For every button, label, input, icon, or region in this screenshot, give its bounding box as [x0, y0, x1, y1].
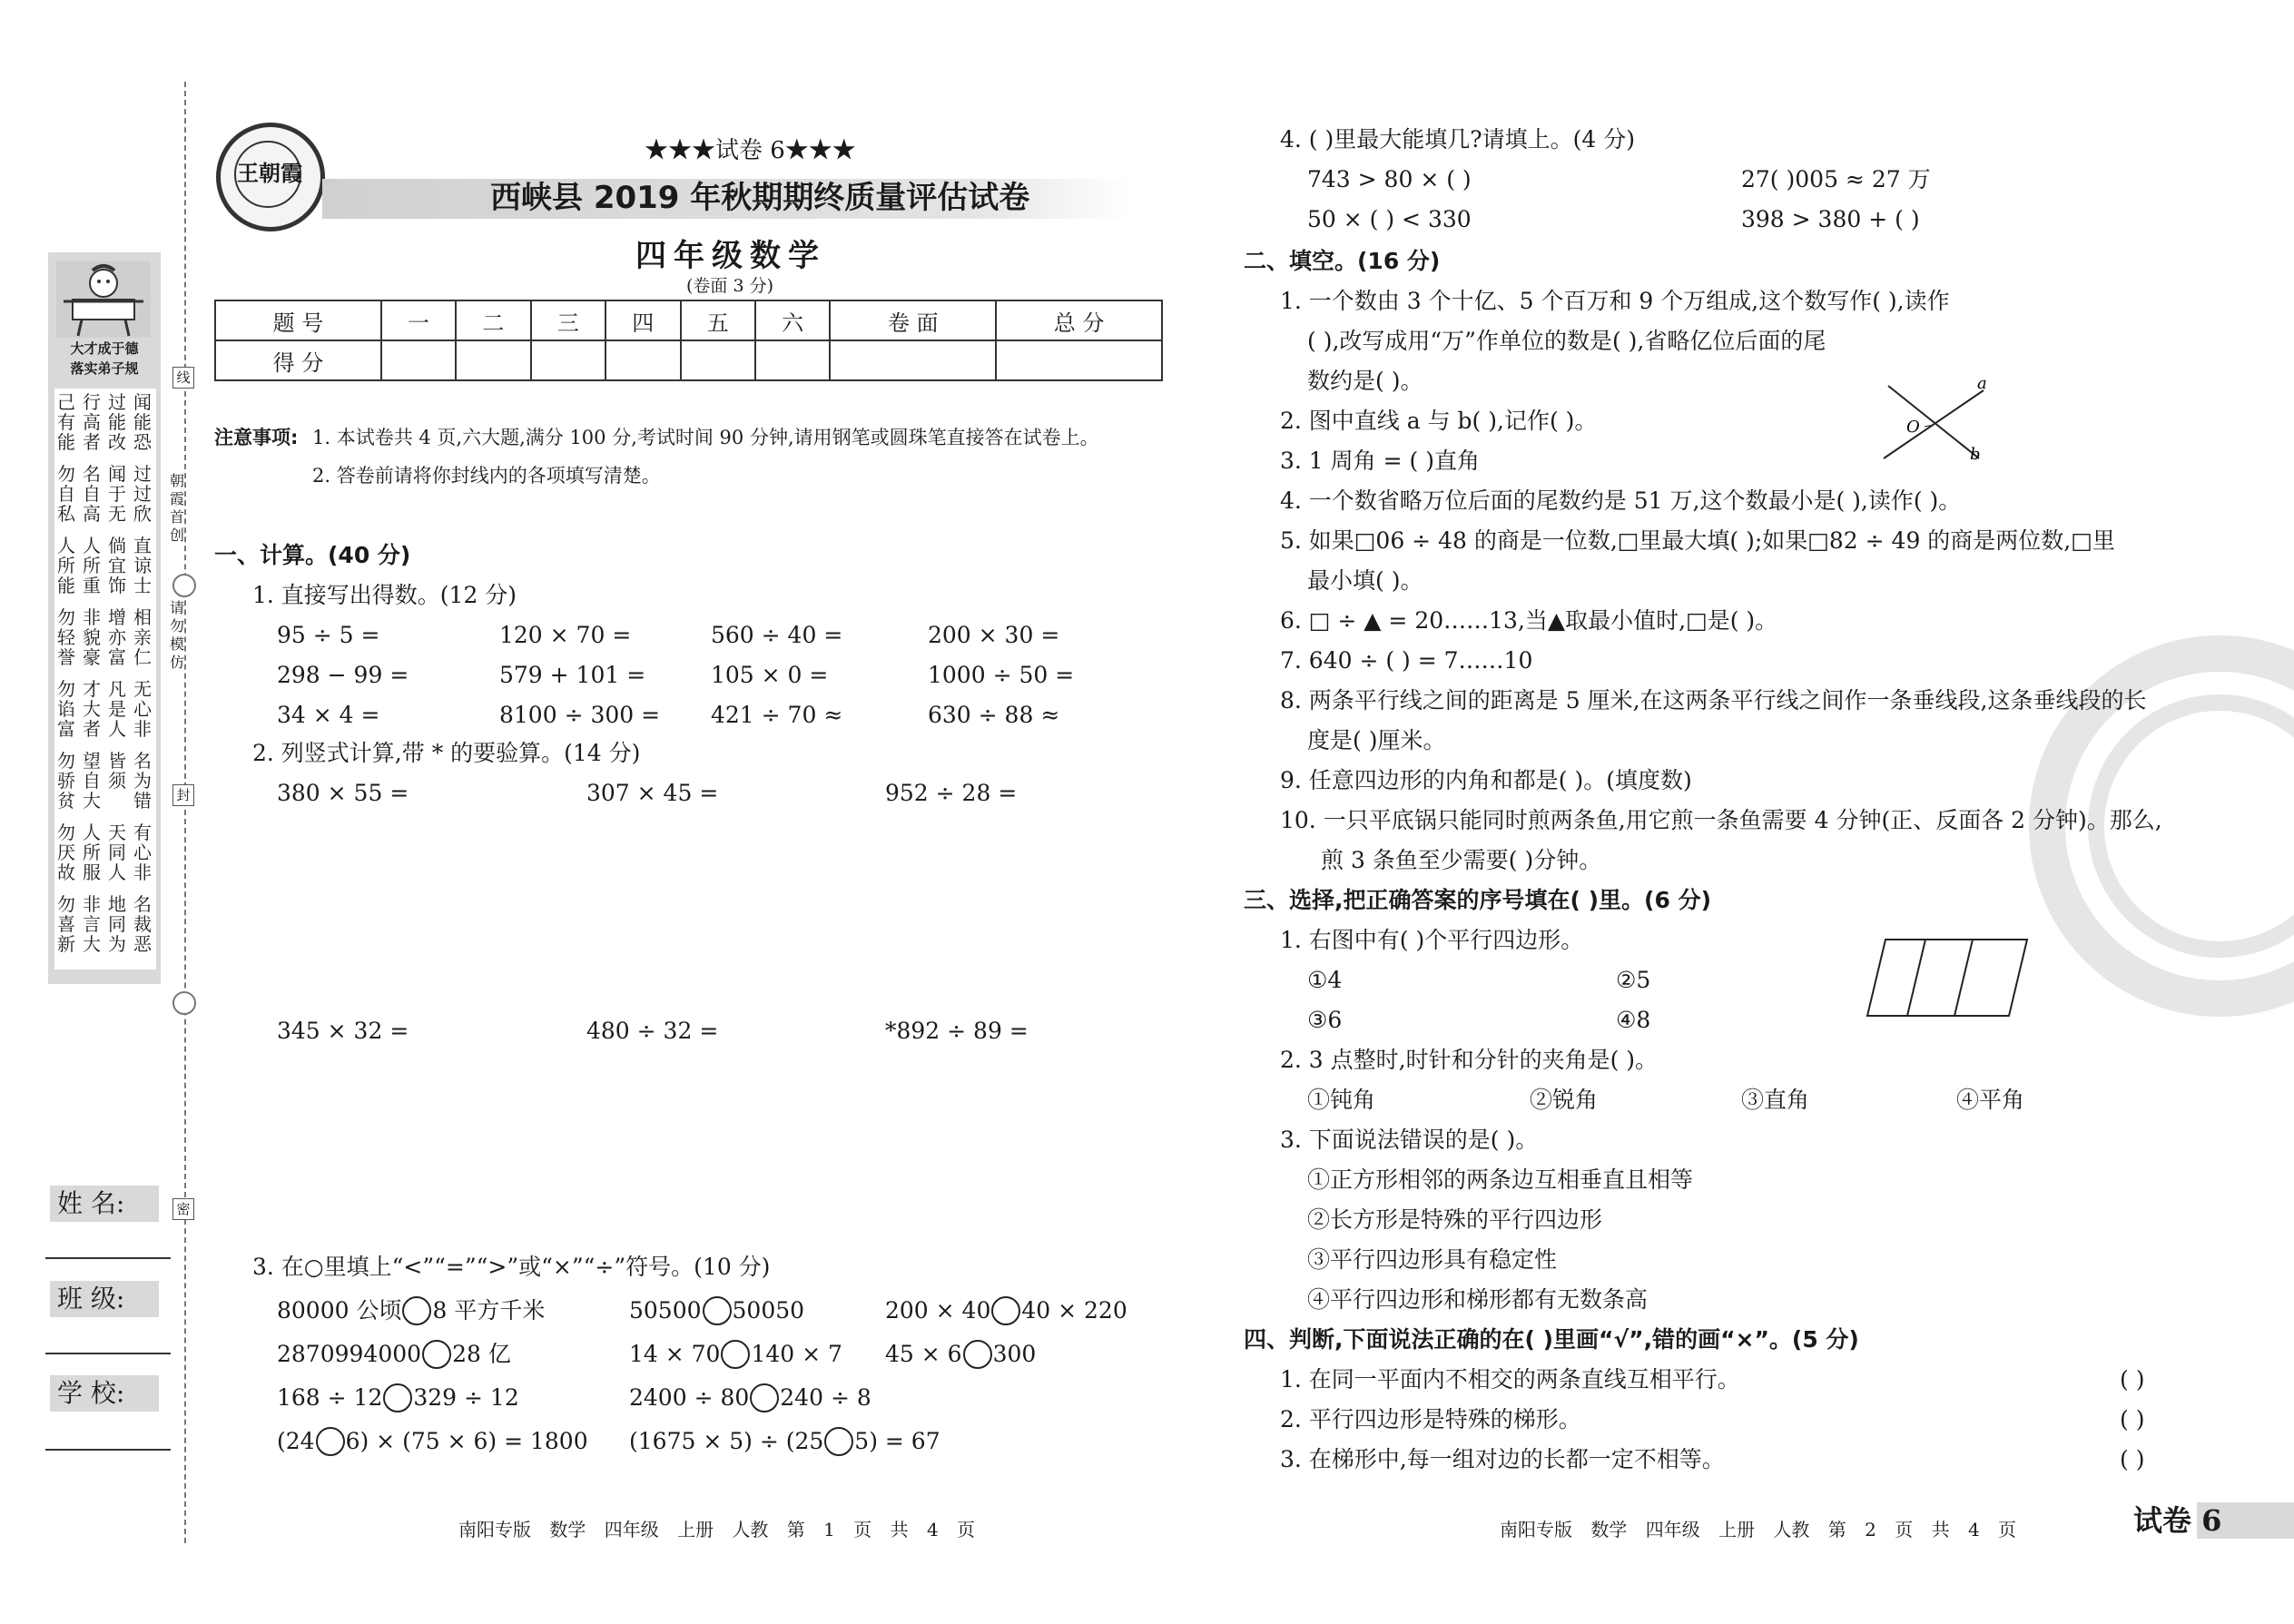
name-line[interactable]	[45, 1257, 171, 1259]
fill-line: 6. □ ÷ ▲ = 20……13,当▲取最小值时,□是( )。	[1280, 607, 1778, 634]
calc-item: 298 − 99 =	[277, 662, 409, 688]
parallelogram-figure	[1866, 938, 2029, 1018]
class-line[interactable]	[45, 1353, 171, 1354]
vertical-calc-item: 345 × 32 =	[277, 1018, 409, 1044]
footer-left: 南阳专版 数学 四年级 上册 人教 第 1 页 共 4 页	[458, 1519, 976, 1540]
calc-item: 579 + 101 =	[499, 662, 646, 688]
s1-q1-title: 1. 直接写出得数。(12 分)	[252, 582, 517, 608]
penmanship-note: (卷面 3 分)	[686, 276, 773, 296]
score-cell: 四	[605, 300, 680, 340]
binding-hole-2	[172, 991, 196, 1015]
motto-column: 地同为	[108, 893, 126, 955]
choice-option[interactable]: ④平行四边形和梯形都有无数条高	[1307, 1286, 1649, 1313]
school-label: 学 校:	[50, 1375, 159, 1412]
compare-item: (24 6) × (75 × 6) = 1800	[277, 1428, 588, 1454]
score-input[interactable]	[531, 340, 605, 380]
motto-column: 皆须	[108, 750, 126, 792]
s1-q2-title: 2. 列竖式计算,带 * 的要验算。(14 分)	[252, 740, 641, 766]
motto-column: 人所能	[57, 535, 75, 596]
calc-item: 120 × 70 =	[499, 622, 632, 648]
score-table-score-row	[215, 340, 1162, 380]
binding-hole-1	[172, 574, 196, 597]
binding-note-2: 请勿模仿	[169, 599, 184, 671]
judge-answer-box[interactable]: ( )	[2120, 1446, 2145, 1472]
compare-circle[interactable]	[383, 1383, 412, 1412]
score-row-label: 得 分	[215, 340, 381, 380]
choice-option[interactable]: ④8	[1616, 1007, 1651, 1033]
notes-label: 注意事项:	[214, 427, 299, 448]
vertical-calc-item: 380 × 55 =	[277, 780, 409, 806]
calc-item: 95 ÷ 5 =	[277, 622, 380, 648]
choice-option[interactable]: ④平角	[1956, 1087, 2025, 1113]
fill-line: 最小填( )。	[1307, 567, 1423, 594]
compare-item: 45 × 6 300	[885, 1341, 1037, 1367]
motto-column: 直谅士	[133, 535, 152, 596]
footer-right: 南阳专版 数学 四年级 上册 人教 第 2 页 共 4 页	[1500, 1519, 2017, 1540]
score-input[interactable]	[830, 340, 996, 380]
label-a: a	[1977, 374, 1987, 393]
calc-item: 560 ÷ 40 =	[711, 622, 843, 648]
fill-line: 煎 3 条鱼至少需要( )分钟。	[1321, 847, 1602, 873]
scholar-icon	[56, 261, 151, 338]
section4-title: 四、判断,下面说法正确的在( )里画“√”,错的画“×”。(5 分)	[1244, 1326, 1859, 1353]
motto-column: 名为错	[133, 750, 152, 812]
motto-column: 望自大	[83, 750, 101, 812]
score-cell: 卷 面	[830, 300, 996, 340]
s1-q3-title: 3. 在○里填上“<”“=”“>”或“×”“÷”符号。(10 分)	[252, 1254, 771, 1280]
choice-q1: 1. 右图中有( )个平行四边形。	[1280, 927, 1584, 953]
judge-answer-box[interactable]: ( )	[2120, 1406, 2145, 1432]
calc-item: 630 ÷ 88 ≈	[928, 702, 1060, 728]
score-input[interactable]	[456, 340, 530, 380]
motto-column: 闻能恐	[133, 391, 152, 453]
choice-option[interactable]: ③6	[1307, 1007, 1343, 1033]
motto-column: 增亦富	[108, 606, 126, 668]
vertical-calc-item: *892 ÷ 89 =	[885, 1018, 1029, 1044]
choice-option[interactable]: ②长方形是特殊的平行四边形	[1307, 1206, 1603, 1233]
compare-item: 200 × 40 40 × 220	[885, 1297, 1127, 1324]
score-input[interactable]	[381, 340, 456, 380]
score-cell: 题 号	[215, 300, 381, 340]
motto-column: 勿骄贫	[57, 750, 75, 812]
vertical-calc-item: 952 ÷ 28 =	[885, 780, 1018, 806]
motto-column: 过能改	[108, 391, 126, 453]
motto-column: 无心非	[133, 678, 152, 740]
section1-title: 一、计算。(40 分)	[214, 542, 411, 568]
motto-column: 有心非	[133, 822, 152, 883]
score-input[interactable]	[681, 340, 755, 380]
compare-circle[interactable]	[422, 1340, 451, 1369]
notes-line-2: 2. 答卷前请将你封线内的各项填写清楚。	[312, 465, 661, 487]
motto-column: 非貌豪	[83, 606, 101, 668]
calc-item: 200 × 30 =	[928, 622, 1060, 648]
compare-circle[interactable]	[402, 1296, 431, 1325]
judge-item: 2. 平行四边形是特殊的梯形。	[1280, 1406, 1581, 1432]
motto-column: 过过欣	[133, 463, 152, 525]
exam-title: 西峡县 2019 年秋期期终质量评估试卷	[490, 180, 1030, 216]
choice-option[interactable]: ①钝角	[1307, 1087, 1376, 1113]
choice-option[interactable]: ②5	[1616, 967, 1651, 993]
vertical-calc-item: 480 ÷ 32 =	[586, 1018, 719, 1044]
q4-item: 743 > 80 × ( )	[1307, 166, 1472, 192]
calc-item: 8100 ÷ 300 =	[499, 702, 661, 728]
compare-item: 2870994000 28 亿	[277, 1341, 511, 1367]
choice-option[interactable]: ①正方形相邻的两条边互相垂直且相等	[1307, 1166, 1694, 1193]
series-label: ★★★试卷 6★★★	[645, 137, 856, 164]
motto-column: 勿自私	[57, 463, 75, 525]
section2-title: 二、填空。(16 分)	[1244, 248, 1441, 274]
fill-line: 5. 如果□06 ÷ 48 的商是一位数,□里最大填( );如果□82 ÷ 49 的商是两位数,□里	[1280, 527, 2115, 554]
binding-mark-mi: 密	[172, 1198, 194, 1220]
motto-column: 名裁恶	[133, 893, 152, 955]
binding-note-1: 朝霞首创	[169, 472, 184, 544]
q4-item: 398 > 380 + ( )	[1741, 206, 1920, 232]
score-input[interactable]	[755, 340, 830, 380]
compare-item: 80000 公顷 8 平方千米	[277, 1297, 546, 1324]
vertical-calc-item: 307 × 45 =	[586, 780, 719, 806]
notes-line-1: 1. 本试卷共 4 页,六大题,满分 100 分,考试时间 90 分钟,请用钢笔或圆珠笔直接答在试卷上。	[312, 427, 1099, 448]
fill-line: 1. 一个数由 3 个十亿、5 个百万和 9 个万组成,这个数写作( ),读作	[1280, 288, 1950, 314]
logo-text: 王朝霞	[237, 161, 302, 186]
name-label: 姓 名:	[50, 1186, 159, 1222]
compare-item: (1675 × 5) ÷ (25 5) = 67	[629, 1428, 940, 1454]
fill-line: 3. 1 周角 = ( )直角	[1280, 448, 1480, 474]
binding-dashed-line	[184, 82, 186, 1543]
motto-column: 己有能	[57, 391, 75, 453]
motto-column: 勿轻誉	[57, 606, 75, 668]
judge-item: 1. 在同一平面内不相交的两条直线互相平行。	[1280, 1366, 1740, 1393]
fill-line: 7. 640 ÷ ( ) = 7……10	[1280, 647, 1533, 674]
calc-item: 421 ÷ 70 ≈	[711, 702, 843, 728]
q4-item: 50 × ( ) < 330	[1307, 206, 1472, 232]
motto-column: 才大者	[83, 678, 101, 740]
motto-column: 勿谄富	[57, 678, 75, 740]
motto-column: 非言大	[83, 893, 101, 955]
fill-line: 数约是( )。	[1307, 368, 1423, 394]
score-table	[214, 300, 1163, 381]
calc-item: 105 × 0 =	[711, 662, 829, 688]
score-cell: 一	[381, 300, 456, 340]
judge-item: 3. 在梯形中,每一组对边的长都一定不相等。	[1280, 1446, 1725, 1472]
label-b: b	[1970, 445, 1981, 463]
compare-item: 50500 50050	[629, 1297, 805, 1324]
binding-mark-xian: 线	[172, 367, 194, 389]
score-input[interactable]	[996, 340, 1162, 380]
score-cell: 三	[531, 300, 605, 340]
intersecting-lines-figure	[1879, 372, 1997, 463]
corner-exam-label: 试卷 6	[2133, 1503, 2222, 1538]
compare-circle[interactable]	[721, 1340, 750, 1369]
motto-column: 凡是人	[108, 678, 126, 740]
motto-column: 行高者	[83, 391, 101, 453]
choice-option[interactable]: ①4	[1307, 967, 1343, 993]
class-label: 班 级:	[50, 1281, 159, 1317]
motto-column: 闻于无	[108, 463, 126, 525]
compare-item: 14 × 70 140 × 7	[629, 1341, 842, 1367]
compare-circle[interactable]	[824, 1427, 853, 1456]
fill-line: 2. 图中直线 a 与 b( ),记作( )。	[1280, 408, 1598, 434]
calc-item: 34 × 4 =	[277, 702, 380, 728]
score-cell: 总 分	[996, 300, 1162, 340]
motto-column: 相亲仁	[133, 606, 152, 668]
score-table-header-row	[215, 300, 1162, 340]
motto-grid	[54, 389, 156, 969]
motto-column: 勿喜新	[57, 893, 75, 955]
choice-q2: 2. 3 点整时,时针和分针的夹角是( )。	[1280, 1047, 1659, 1073]
score-cell: 六	[755, 300, 830, 340]
motto-column: 人所服	[83, 822, 101, 883]
compare-circle[interactable]	[991, 1296, 1020, 1325]
fill-line: 8. 两条平行线之间的距离是 5 厘米,在这两条平行线之间作一条垂线段,这条垂线段的长	[1280, 687, 2147, 714]
portrait-label-1: 大才成于德	[70, 340, 139, 357]
compare-circle[interactable]	[316, 1427, 345, 1456]
motto-column: 人所重	[83, 535, 101, 596]
score-input[interactable]	[605, 340, 680, 380]
compare-item: 168 ÷ 12 329 ÷ 12	[277, 1384, 519, 1411]
grade-subject: 四年级数学	[635, 238, 826, 274]
binding-mark-feng: 封	[172, 784, 194, 806]
motto-column: 勿厌故	[57, 822, 75, 883]
choice-option[interactable]: ③平行四边形具有稳定性	[1307, 1246, 1558, 1273]
portrait-label-2: 落实弟子规	[70, 360, 139, 377]
choice-option[interactable]: ②锐角	[1530, 1087, 1599, 1113]
compare-circle[interactable]	[703, 1296, 732, 1325]
compare-circle[interactable]	[750, 1383, 779, 1412]
compare-item: 2400 ÷ 80 240 ÷ 8	[629, 1384, 871, 1411]
motto-column: 名自高	[83, 463, 101, 525]
score-cell: 二	[456, 300, 530, 340]
fill-line: 10. 一只平底锅只能同时煎两条鱼,用它煎一条鱼需要 4 分钟(正、反面各 2 分钟)。那么,	[1280, 807, 2162, 833]
fill-line: ( ),改写成用“万”作单位的数是( ),省略亿位后面的尾	[1307, 328, 1826, 354]
portrait-image	[56, 261, 151, 338]
label-o: O	[1906, 418, 1920, 437]
motto-column: 倘宜饰	[108, 535, 126, 596]
section3-title: 三、选择,把正确答案的序号填在( )里。(6 分)	[1244, 887, 1712, 913]
choice-q3: 3. 下面说法错误的是( )。	[1280, 1127, 1539, 1153]
judge-answer-box[interactable]: ( )	[2120, 1366, 2145, 1393]
fill-line: 9. 任意四边形的内角和都是( )。(填度数)	[1280, 767, 1692, 793]
calc-item: 1000 ÷ 50 =	[928, 662, 1075, 688]
compare-circle[interactable]	[963, 1340, 992, 1369]
q4-item: 27( )005 ≈ 27 万	[1741, 166, 1931, 192]
motto-column: 天同人	[108, 822, 126, 883]
score-cell: 五	[681, 300, 755, 340]
q4-title: 4. ( )里最大能填几?请填上。(4 分)	[1280, 126, 1636, 153]
choice-option[interactable]: ③直角	[1741, 1087, 1810, 1113]
fill-line: 4. 一个数省略万位后面的尾数约是 51 万,这个数最小是( ),读作( )。	[1280, 487, 1962, 514]
school-line[interactable]	[45, 1449, 171, 1451]
fill-line: 度是( )厘米。	[1307, 727, 1446, 753]
